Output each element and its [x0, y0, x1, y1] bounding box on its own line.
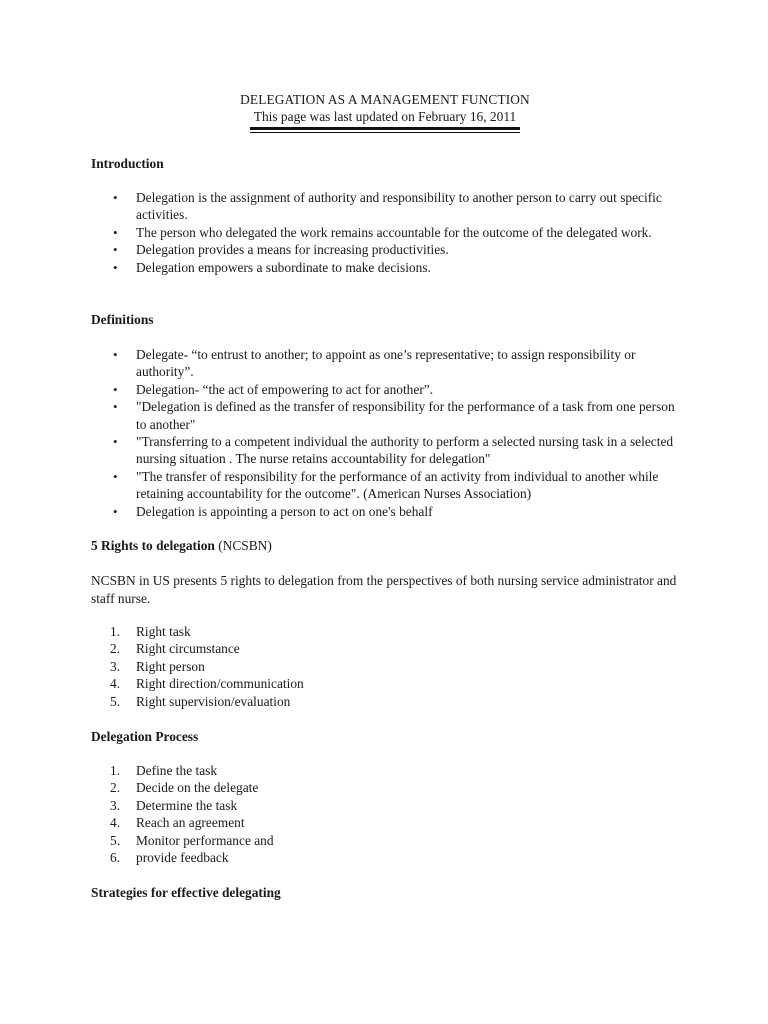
list-item: 4. Reach an agreement: [110, 815, 245, 831]
list-item: 6. provide feedback: [110, 850, 229, 866]
list-item: 5. Right supervision/evaluation: [110, 693, 291, 709]
bullet-icon: •: [113, 190, 118, 205]
bullet-icon: •: [113, 224, 118, 240]
definitions-heading: Definitions: [91, 312, 154, 327]
rights-heading: [91, 537, 272, 554]
process-heading: Delegation Process: [91, 729, 199, 744]
list-item: • "Delegation is defined as the transfer of responsibility for the performance of a task from one person to another": [113, 399, 675, 432]
introduction-heading: Introduction: [91, 156, 164, 171]
introduction-list: [0, 189, 768, 276]
list-item: 1. Define the task: [110, 763, 218, 778]
list-item: • Delegation is appointing a person to act on one's behalf: [113, 503, 433, 519]
list-item: • Delegation provides a means for increasing productivities.: [113, 242, 449, 258]
list-item: 2. Right circumstance: [110, 641, 240, 657]
rights-list: [0, 623, 768, 710]
definitions-list: [0, 346, 768, 520]
bullet-icon: •: [113, 259, 118, 275]
bullet-icon: •: [113, 399, 118, 415]
header-rule-thick: [250, 127, 520, 130]
list-item: 3. Determine the task: [110, 797, 238, 813]
header-rule-thin: [250, 132, 520, 133]
list-item: 2. Decide on the delegate: [110, 780, 259, 796]
bullet-icon: •: [113, 468, 118, 484]
list-item: • Delegation is the assignment of authority and responsibility to another person to carry out specific activities.: [113, 190, 662, 223]
process-list: [0, 762, 768, 866]
list-item: • "The transfer of responsibility for the performance of an activity from individual to another while retaining accountability for the outcome". (American Nurses Association): [113, 468, 659, 502]
list-item: • Delegate- “to entrust to another; to appoint as one’s representative; to assign responsibility or authority”.: [113, 347, 636, 380]
bullet-icon: •: [113, 381, 118, 397]
document-header: [0, 91, 768, 125]
list-item: 1. Right task: [110, 624, 191, 639]
list-item: 5. Monitor performance and: [110, 832, 274, 848]
rights-intro-paragraph: NCSBN in US presents 5 rights to delegation from the perspectives of both nursing service administrator and staff nurse.: [91, 573, 677, 606]
bullet-icon: •: [113, 434, 118, 450]
list-item: • "Transferring to a competent individual the authority to perform a selected nursing task in a selected nursing situation . The nurse retains accountability for delegation": [113, 434, 674, 467]
list-item: • Delegation- “the act of empowering to act for another”.: [113, 381, 434, 397]
bullet-icon: •: [113, 347, 118, 362]
list-item: 3. Right person: [110, 658, 205, 674]
strategies-heading: Strategies for effective delegating: [91, 885, 281, 900]
rights-heading-bold: 5 Rights to delegation: [91, 538, 215, 553]
last-updated-text: This page was last updated on February 16, 2011: [253, 109, 517, 124]
list-item: 4. Right direction/communication: [110, 676, 304, 692]
document-title: DELEGATION AS A MANAGEMENT FUNCTION: [240, 92, 530, 107]
rights-heading-source: (NCSBN): [214, 538, 272, 553]
bullet-icon: •: [113, 503, 118, 519]
list-item: • Delegation empowers a subordinate to make decisions.: [113, 259, 431, 275]
list-item: • The person who delegated the work remains accountable for the outcome of the delegated work.: [113, 224, 652, 240]
bullet-icon: •: [113, 242, 118, 258]
